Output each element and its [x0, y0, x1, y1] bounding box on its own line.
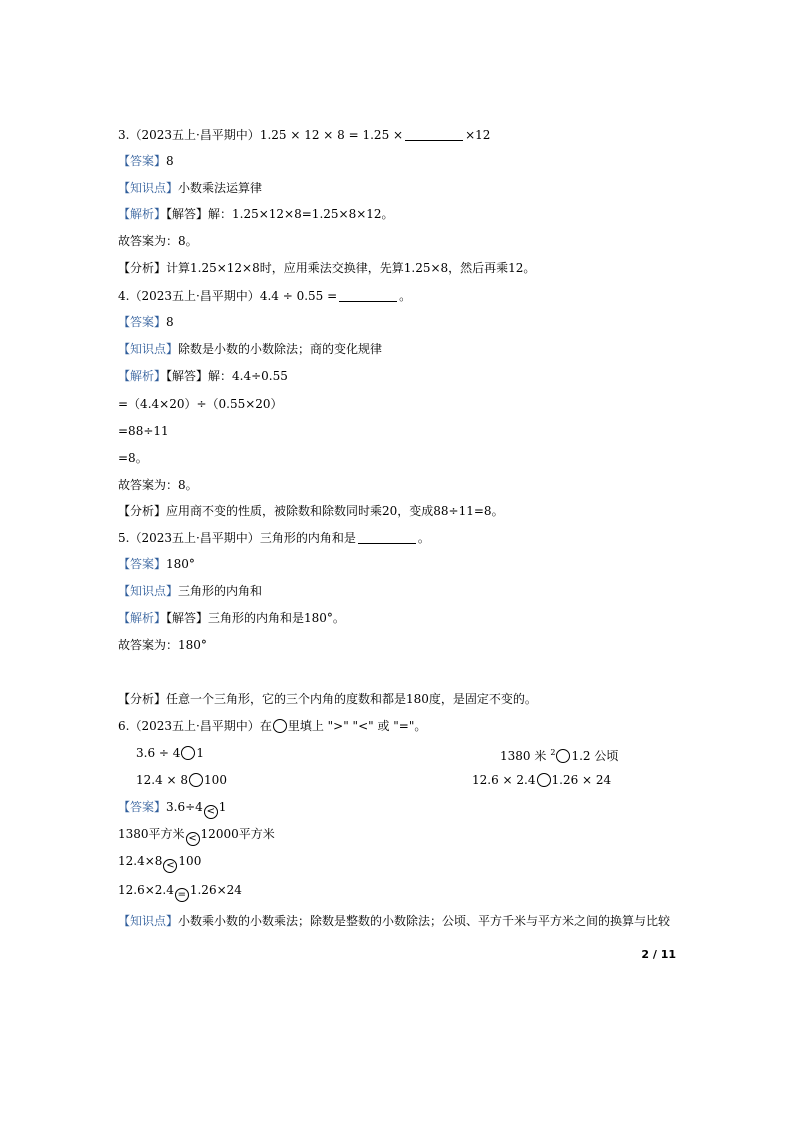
q6-a2-right: 12000平方米: [200, 827, 275, 841]
q5-fenxi-text: 任意一个三角形，它的三个内角的度数和都是180度，是固定不变的。: [166, 692, 537, 706]
q6-a3-right: 100: [178, 854, 202, 868]
q5-answer: [118, 556, 195, 572]
q6-question-a: 在: [259, 719, 272, 733]
q4-answer-tag: 【答案】: [118, 315, 167, 329]
q6-comparison-3: [136, 772, 227, 788]
q6-a1-right: 1: [218, 800, 227, 814]
q6-knowledge-text: 小数乘小数的小数乘法；除数是整数的小数除法；公顷、平方千米与平方米之间的换算与比较: [178, 914, 671, 928]
q3-knowledge-text: 小数乘法运算律: [178, 181, 263, 195]
q6-c4-circle[interactable]: [537, 773, 551, 787]
q4-fenxi-tag: 【分析】: [118, 504, 167, 518]
q5-analysis-tag: 【解析】: [118, 611, 167, 625]
q3-number: 3.: [118, 128, 130, 142]
less-than-circle-icon: <: [204, 805, 218, 819]
q6-comparison-1: [136, 745, 204, 761]
q3-conclusion: 故答案为：8。: [118, 234, 198, 248]
q6-c4-left: 12.6 × 2.4: [472, 773, 536, 787]
q6-comparison-4: [472, 772, 611, 788]
q6-answer-3: [118, 853, 201, 873]
q4-expr: 4.4 ÷ 0.55 =: [259, 289, 338, 303]
q5-source: （2023五上·昌平期中）: [129, 531, 260, 545]
q3-knowledge-tag: 【知识点】: [118, 181, 179, 195]
equals-circle-icon: =: [175, 888, 189, 902]
q3-expr-left: 1.25 × 12 × 8 = 1.25 ×: [259, 128, 404, 142]
q3-answer-tag: 【答案】: [118, 154, 167, 168]
q6-a3-left: 12.4×8: [118, 854, 163, 868]
q6-c1-right: 1: [196, 746, 205, 760]
q4-analysis-tag: 【解析】: [118, 369, 167, 383]
q3-knowledge: [118, 180, 262, 196]
q4-knowledge: [118, 341, 382, 357]
q6-c1-left: 3.6 ÷ 4: [136, 746, 181, 760]
q3-answer: [118, 153, 174, 169]
q4-knowledge-text: 除数是小数的小数除法；商的变化规律: [178, 342, 383, 356]
q6-c3-right: 100: [204, 773, 227, 787]
q6-a2-left: 1380平方米: [118, 827, 185, 841]
q6-a4-right: 1.26×24: [189, 883, 242, 897]
q3-fenxi-text: 计算1.25×12×8时，应用乘法交换律，先算1.25×8，然后再乘12。: [166, 261, 536, 275]
q5-question-text: 三角形的内角和是: [259, 531, 356, 545]
less-than-circle-icon: <: [186, 832, 200, 846]
q6-c2-circle[interactable]: [556, 749, 570, 763]
less-than-circle-icon: <: [163, 859, 177, 873]
q6-question: [118, 718, 426, 734]
q5-answer-blank: [358, 531, 416, 544]
q6-c2-left: 1380 米: [500, 749, 547, 763]
q4-knowledge-tag: 【知识点】: [118, 342, 179, 356]
q6-c2-sup: 2: [550, 748, 556, 757]
q4-source: （2023五上·昌平期中）: [129, 289, 260, 303]
q3-analysis-tag: 【解析】: [118, 207, 167, 221]
q3-expr-right: ×12: [465, 128, 491, 142]
q4-question: [118, 288, 411, 304]
q3-answer-blank: [405, 128, 463, 141]
q4-step-2: =88÷11: [118, 424, 169, 438]
q6-question-b: 里填上 ">" "<" 或 "="。: [287, 719, 427, 733]
q5-answer-value: 180°: [166, 557, 195, 571]
q3-analysis: [118, 206, 394, 222]
q6-c1-circle[interactable]: [181, 746, 195, 760]
q5-fenxi: [118, 691, 537, 707]
q5-conclusion: 故答案为：180°: [118, 638, 207, 652]
q6-c2-right: 1.2 公顷: [571, 749, 619, 763]
q3-fenxi: [118, 260, 535, 276]
q5-analysis-text: 【解答】三角形的内角和是180°。: [166, 611, 345, 625]
q5-number: 5.: [118, 531, 130, 545]
q5-knowledge: [118, 583, 262, 599]
q4-number: 4.: [118, 289, 130, 303]
q6-answer-2: [118, 826, 275, 846]
q6-knowledge: [118, 913, 670, 929]
q4-step-3: =8。: [118, 451, 148, 465]
q3-analysis-text: 【解答】解：1.25×12×8=1.25×8×12。: [166, 207, 394, 221]
q6-source: （2023五上·昌平期中）: [129, 719, 260, 733]
q5-question: [118, 530, 430, 546]
q6-answer-4: [118, 882, 242, 902]
q3-source: （2023五上·昌平期中）: [129, 128, 260, 142]
q5-question-end: 。: [417, 531, 430, 545]
q6-number: 6.: [118, 719, 130, 733]
q4-answer: [118, 314, 174, 330]
q5-fenxi-tag: 【分析】: [118, 692, 167, 706]
q4-answer-blank: [339, 289, 397, 302]
q6-c4-right: 1.26 × 24: [551, 773, 612, 787]
circle-icon: [273, 719, 287, 733]
q4-conclusion: 故答案为：8。: [118, 478, 198, 492]
q6-answer: [118, 799, 226, 819]
q6-answer-tag: 【答案】: [118, 800, 167, 814]
q6-comparison-2: [500, 745, 618, 764]
q6-a4-left: 12.6×2.4: [118, 883, 174, 897]
q5-knowledge-tag: 【知识点】: [118, 584, 179, 598]
q6-c3-circle[interactable]: [189, 773, 203, 787]
page-number: 2 / 11: [641, 948, 676, 961]
q5-knowledge-text: 三角形的内角和: [178, 584, 263, 598]
q6-a1-left: 3.6÷4: [166, 800, 203, 814]
q4-step-1: =（4.4×20）÷（0.55×20）: [118, 397, 283, 411]
q4-expr-end: 。: [399, 289, 412, 303]
q4-fenxi-text: 应用商不变的性质，被除数和除数同时乘20，变成88÷11=8。: [166, 504, 504, 518]
q4-answer-value: 8: [166, 315, 174, 329]
q4-analysis: [118, 368, 288, 384]
q5-answer-tag: 【答案】: [118, 557, 167, 571]
q6-c3-left: 12.4 × 8: [136, 773, 189, 787]
q5-analysis: [118, 610, 345, 626]
q3-question: [118, 127, 490, 143]
q6-knowledge-tag: 【知识点】: [118, 914, 179, 928]
q3-answer-value: 8: [166, 154, 174, 168]
q4-fenxi: [118, 503, 504, 519]
q3-fenxi-tag: 【分析】: [118, 261, 167, 275]
q4-analysis-text: 【解答】解：4.4÷0.55: [166, 369, 288, 383]
